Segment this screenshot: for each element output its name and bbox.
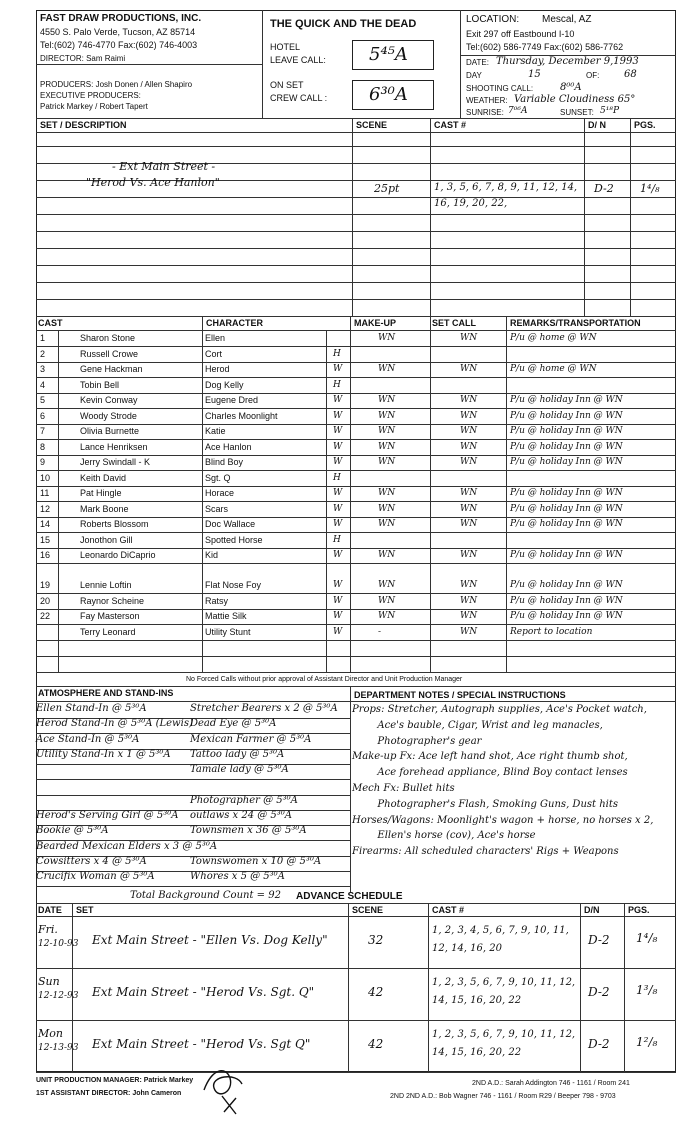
cast-header-cast: CAST — [38, 318, 63, 328]
cast-cell-num: 22 — [40, 611, 51, 621]
scene-header-pgs: PGS. — [634, 120, 656, 130]
cast-cell-h: W — [333, 441, 343, 452]
cast-cell-rm: P/u @ holiday Inn @ WN — [510, 395, 623, 405]
cast-cell-mu: WN — [378, 550, 396, 560]
cast-cell-num: 15 — [40, 534, 51, 545]
cast-cell-sc: WN — [460, 580, 478, 590]
cast-header-makeup: MAKE-UP — [354, 318, 396, 328]
cast-rule — [36, 408, 676, 409]
atmos-left: Crucifix Woman @ 5³⁰A — [36, 871, 155, 883]
dept-note: Horses/Wagons: Moonlight's wagon + horse, no horses x 2, — [352, 814, 654, 826]
location-phone: Tel:(602) 586-7749 Fax:(602) 586-7762 — [466, 42, 624, 52]
scene-header-set: SET / DESCRIPTION — [40, 120, 127, 130]
cast-header-character: CHARACTER — [206, 318, 263, 328]
upm: UNIT PRODUCTION MANAGER: Patrick Markey — [36, 1077, 194, 1084]
crew-call-label: CREW CALL : — [270, 93, 328, 103]
cast-rule — [36, 517, 676, 518]
cast-cell-sc: WN — [460, 595, 478, 606]
cast-rule — [36, 501, 676, 502]
scene-rule — [36, 248, 676, 249]
cast-cell-sc: WN — [460, 410, 478, 421]
adv-date: 12-12-93 — [38, 991, 79, 1001]
cast-cell-num: 11 — [40, 488, 50, 498]
cast-cell-h: H — [333, 348, 341, 359]
cast-cell-mu: - — [378, 626, 382, 637]
cast-cell-char: Blind Boy — [205, 457, 244, 467]
cast-cell-name: Leonardo DiCaprio — [80, 550, 156, 560]
adv-cast-line1: 1, 2, 3, 5, 6, 7, 9, 10, 11, 12, — [432, 977, 576, 988]
cast-cell-num: 9 — [40, 457, 46, 467]
cast-cell-name: Jerry Swindall - K — [80, 457, 151, 467]
adv-day: Mon — [38, 1027, 63, 1040]
cast-cell-rm: P/u @ holiday Inn @ WN — [510, 457, 623, 467]
adv-pgs: 1⁴/₈ — [636, 931, 658, 945]
scene-cast-line2: 16, 19, 20, 22, — [434, 198, 508, 209]
exec-producers: Patrick Markey / Robert Tapert — [40, 102, 148, 111]
cast-cell-mu: WN — [378, 410, 396, 421]
cast-cell-name: Tobin Bell — [80, 379, 120, 390]
adv-set: Ext Main Street - "Herod Vs. Sgt. Q" — [92, 985, 315, 999]
atmos-right: Townswomen x 10 @ 5³⁰A — [190, 856, 322, 867]
sunset-value: 5¹⁸P — [600, 106, 619, 116]
cast-cell-h: W — [333, 488, 343, 498]
cast-rule — [36, 455, 676, 456]
atmosphere-header: ATMOSPHERE AND STAND-INS — [38, 688, 174, 698]
cast-cell-char: Ace Hanlon — [205, 441, 252, 452]
cast-cell-mu: WN — [378, 457, 396, 467]
cast-cell-h: H — [333, 534, 341, 545]
cast-cell-num: 7 — [40, 426, 46, 436]
atmos-rule — [36, 779, 350, 780]
cast-cell-name: Lance Henriksen — [80, 441, 148, 452]
dept-note: Mech Fx: Bullet hits — [352, 783, 455, 794]
cast-cell-mu: WN — [378, 395, 396, 405]
sunrise-label: SUNRISE: — [466, 108, 504, 117]
cast-cell-char: Herod — [205, 364, 230, 374]
cast-cell-h: H — [333, 379, 341, 390]
atmos-left: Herod Stand-In @ 5³⁰A (Lewis) — [36, 718, 193, 730]
second-ad: 2ND A.D.: Sarah Addington 746 - 1161 / Room 241 — [472, 1080, 630, 1087]
adv-scene: 42 — [368, 1037, 384, 1051]
adv-dn: D-2 — [588, 985, 610, 999]
cast-cell-char: Utility Stunt — [205, 626, 251, 637]
exec-producers-label: EXECUTIVE PRODUCERS: — [40, 91, 141, 100]
cast-rule — [36, 548, 676, 549]
scene-header-cast: CAST # — [434, 120, 467, 130]
total-background: Total Background Count = 92 — [130, 890, 281, 901]
sunrise-value: 7⁰⁶A — [508, 106, 528, 116]
atmos-right: Townsmen x 36 @ 5³⁰A — [190, 825, 307, 837]
producers: PRODUCERS: Josh Donen / Allen Shapiro — [40, 80, 193, 89]
scene-rule — [36, 231, 676, 232]
atmos-right: Tamale lady @ 5³⁰A — [190, 764, 289, 776]
adv-dn: D-2 — [588, 1037, 610, 1051]
cast-rule — [36, 377, 676, 378]
atmos-left: Ace Stand-In @ 5³⁰A — [36, 733, 140, 745]
adv-cast-line1: 1, 2, 3, 4, 5, 6, 7, 9, 10, 11, — [432, 925, 569, 936]
cast-cell-rm: P/u @ holiday Inn @ WN — [510, 611, 623, 621]
cast-rule — [36, 609, 676, 610]
adv-header-dn: D/N — [584, 905, 600, 915]
dept-note: Props: Stretcher, Autograph supplies, Ace's Pocket watch, — [352, 704, 647, 715]
dept-note: Firearms: All scheduled characters' Rigs + Weapons — [352, 846, 619, 858]
advance-schedule-title: ADVANCE SCHEDULE — [296, 891, 403, 902]
cast-cell-h: W — [333, 364, 343, 374]
adv-pgs: 1³/₈ — [636, 983, 658, 997]
cast-cell-num: 19 — [40, 580, 51, 590]
cast-cell-num: 6 — [40, 410, 46, 421]
cast-cell-name: Kevin Conway — [80, 395, 138, 405]
dept-note: Make-up Fx: Ace left hand shot, Ace right thumb shot, — [352, 751, 628, 763]
scene-header-dn: D/ N — [588, 120, 606, 130]
shooting-call-label: SHOOTING CALL: — [466, 84, 534, 93]
company-address: 4550 S. Palo Verde, Tucson, AZ 85714 — [40, 27, 196, 37]
scene-cast-line1: 1, 3, 5, 6, 7, 8, 9, 11, 12, 14, — [434, 182, 578, 193]
cast-header-remarks: REMARKS/TRANSPORTATION — [510, 318, 641, 328]
cast-cell-mu: WN — [378, 503, 396, 514]
atmos-right: Photographer @ 5³⁰A — [190, 794, 298, 806]
cast-cell-rm: P/u @ holiday Inn @ WN — [510, 410, 623, 421]
cast-cell-num: 4 — [40, 379, 46, 390]
atmos-right: Dead Eye @ 5³⁰A — [190, 718, 277, 730]
cast-cell-char: Mattie Silk — [205, 611, 247, 621]
cast-cell-char: Scars — [205, 503, 229, 514]
department-header: DEPARTMENT NOTES / SPECIAL INSTRUCTIONS — [354, 690, 566, 700]
adv-pgs: 1²/₈ — [636, 1035, 658, 1049]
crew-call-value: 6³⁰A — [369, 84, 408, 105]
cast-cell-mu: WN — [378, 595, 396, 606]
cast-rule — [36, 624, 676, 625]
cast-cell-name: Jonothon Gill — [80, 534, 133, 545]
location-place: Mescal, AZ — [542, 14, 592, 25]
cast-cell-char: Horace — [205, 488, 235, 498]
dept-note: Ellen's horse (cov), Ace's horse — [352, 830, 536, 842]
cast-cell-rm: P/u @ home @ WN — [510, 333, 597, 343]
cast-cell-sc: WN — [460, 503, 478, 514]
cast-cell-sc: WN — [460, 457, 478, 467]
cast-cell-mu: WN — [378, 441, 396, 452]
of-value: 68 — [624, 69, 637, 80]
location-label: LOCATION: — [466, 14, 520, 25]
scene-desc-line1: - Ext Main Street - — [112, 160, 216, 173]
cast-cell-name: Keith David — [80, 472, 127, 483]
cast-cell-rm: P/u @ holiday Inn @ WN — [510, 488, 623, 498]
weather-label: WEATHER: — [466, 96, 508, 105]
cast-cell-sc: WN — [460, 488, 478, 498]
adv-header-scene: SCENE — [352, 905, 384, 915]
atmos-right: Stretcher Bearers x 2 @ 5³⁰A — [190, 703, 338, 714]
atmos-right: Tattoo lady @ 5³⁰A — [190, 748, 285, 760]
cast-rule — [36, 346, 676, 347]
cast-cell-rm: P/u @ holiday Inn @ WN — [510, 503, 623, 514]
adv-rule — [36, 1072, 676, 1073]
second-second-ad: 2ND 2ND A.D.: Bob Wagner 746 - 1161 / Room R29 / Beeper 798 - 9703 — [390, 1093, 616, 1100]
adv-dn: D-2 — [588, 933, 610, 947]
hotel-call-value: 5⁴⁵A — [369, 44, 408, 65]
cast-cell-rm: P/u @ holiday Inn @ WN — [510, 550, 623, 560]
cast-cell-name: Woody Strode — [80, 410, 137, 421]
cast-cell-mu: WN — [378, 519, 396, 529]
adv-scene: 42 — [368, 985, 384, 999]
cast-cell-name: Gene Hackman — [80, 364, 143, 374]
cast-cell-char: Kid — [205, 550, 219, 560]
scene-rule — [36, 197, 676, 198]
date-value: Thursday, December 9,1993 — [496, 56, 639, 67]
atmos-left: Cowsitters x 4 @ 5³⁰A — [36, 856, 147, 867]
cast-cell-char: Sgt. Q — [205, 472, 231, 483]
sunset-label: SUNSET: — [560, 108, 594, 117]
cast-cell-name: Mark Boone — [80, 503, 129, 514]
cast-rule — [36, 362, 676, 363]
on-set-label: ON SET — [270, 80, 304, 90]
signature — [196, 1062, 256, 1116]
scene-rule — [36, 146, 676, 147]
atmos-right: outlaws x 24 @ 5³⁰A — [190, 810, 293, 822]
cast-cell-char: Spotted Horse — [205, 534, 263, 545]
cast-cell-h: W — [333, 519, 343, 529]
cast-cell-name: Pat Hingle — [80, 488, 122, 498]
adv-cast-line2: 12, 14, 16, 20 — [432, 943, 502, 954]
adv-header-cast: CAST # — [432, 905, 465, 915]
cast-cell-num: 8 — [40, 441, 46, 452]
cast-cell-mu: WN — [378, 333, 396, 343]
cast-cell-char: Ratsy — [205, 595, 229, 606]
dept-note: Ace's bauble, Cigar, Wrist and leg manacles, — [352, 719, 603, 731]
cast-cell-sc: WN — [460, 426, 478, 436]
adv-date: 12-10-93 — [38, 939, 79, 949]
scene-rule — [36, 282, 676, 283]
atmos-left: Ellen Stand-In @ 5³⁰A — [36, 703, 147, 714]
cast-cell-sc: WN — [460, 441, 478, 452]
cast-cell-sc: WN — [460, 626, 478, 637]
cast-cell-name: Fay Masterson — [80, 611, 140, 621]
cast-cell-mu: WN — [378, 426, 396, 436]
cast-cell-h: W — [333, 595, 343, 606]
atmos-rule — [36, 886, 350, 887]
cast-cell-rm: P/u @ holiday Inn @ WN — [510, 519, 623, 529]
company-name: FAST DRAW PRODUCTIONS, INC. — [40, 13, 202, 24]
cast-cell-num: 14 — [40, 519, 51, 529]
cast-rule — [36, 486, 676, 487]
atmos-right: Mexican Farmer @ 5³⁰A — [190, 733, 312, 745]
cast-cell-h: W — [333, 426, 343, 436]
adv-set: Ext Main Street - "Ellen Vs. Dog Kelly" — [92, 933, 328, 947]
crew-call-box — [352, 80, 434, 110]
cast-cell-h: W — [333, 550, 343, 560]
director: DIRECTOR: Sam Raimi — [40, 54, 126, 63]
scene-rule — [36, 299, 676, 300]
cast-cell-mu: WN — [378, 580, 396, 590]
cast-cell-h: W — [333, 410, 343, 421]
cast-rule — [36, 532, 676, 533]
cast-cell-num: 20 — [40, 595, 51, 606]
atmos-left: Herod's Serving Girl @ 5³⁰A — [36, 810, 179, 822]
cast-cell-name: Russell Crowe — [80, 348, 139, 359]
cast-cell-char: Dog Kelly — [205, 379, 244, 390]
adv-header-pgs: PGS. — [628, 905, 650, 915]
cast-cell-rm: P/u @ holiday Inn @ WN — [510, 426, 623, 436]
scene-rule — [36, 265, 676, 266]
cast-rule — [36, 470, 676, 471]
cast-cell-num: 2 — [40, 348, 46, 359]
adv-day: Fri. — [38, 923, 58, 936]
cast-rule — [36, 439, 676, 440]
scene-desc-line2: "Herod Vs. Ace Hanlon" — [86, 176, 220, 189]
adv-cast-line2: 14, 15, 16, 20, 22 — [432, 1047, 522, 1058]
adv-scene: 32 — [368, 933, 384, 947]
cast-cell-num: 5 — [40, 395, 46, 405]
cast-cell-num: 1 — [40, 333, 46, 343]
cast-cell-char: Eugene Dred — [205, 395, 259, 405]
adv-date: 12-13-93 — [38, 1043, 79, 1053]
cast-cell-num: 10 — [40, 472, 51, 483]
cast-cell-rm: P/u @ holiday Inn @ WN — [510, 441, 623, 452]
leave-call-label: LEAVE CALL: — [270, 55, 326, 65]
dept-note: Ace forehead appliance, Blind Boy contact lenses — [352, 767, 628, 779]
scene-dn: D-2 — [594, 182, 614, 195]
adv-set: Ext Main Street - "Herod Vs. Sgt Q" — [92, 1037, 311, 1051]
cast-cell-num: 3 — [40, 364, 46, 374]
cast-cell-char: Ellen — [205, 333, 226, 343]
cast-cell-mu: WN — [378, 364, 396, 374]
cast-cell-h: W — [333, 503, 343, 514]
cast-cell-rm: P/u @ holiday Inn @ WN — [510, 580, 623, 590]
atmos-left: Bookie @ 5³⁰A — [36, 825, 109, 837]
cast-cell-h: W — [333, 395, 343, 405]
cast-cell-rm: P/u @ holiday Inn @ WN — [510, 595, 623, 606]
cast-cell-h: W — [333, 626, 343, 637]
cast-cell-h: W — [333, 611, 343, 621]
company-phone: Tel:(602) 746-4770 Fax:(602) 746-4003 — [40, 40, 198, 50]
cast-cell-sc: WN — [460, 611, 478, 621]
cast-rule — [36, 424, 676, 425]
scene-rule — [36, 214, 676, 215]
adv-header-set: SET — [76, 905, 94, 915]
cast-cell-rm: P/u @ home @ WN — [510, 364, 597, 374]
cast-rule — [36, 640, 676, 641]
cast-cell-name: Olivia Burnette — [80, 426, 140, 436]
cast-cell-char: Doc Wallace — [205, 519, 256, 529]
atmos-right: Whores x 5 @ 5³⁰A — [190, 871, 285, 883]
cast-cell-num: 12 — [40, 503, 51, 514]
production-title: THE QUICK AND THE DEAD — [270, 18, 417, 30]
cast-cell-num: 16 — [40, 550, 51, 560]
cast-cell-name: Raynor Scheine — [80, 595, 145, 606]
cast-cell-sc: WN — [460, 364, 478, 374]
scene-pgs: 1⁴/₈ — [640, 182, 660, 195]
cast-cell-char: Katie — [205, 426, 226, 436]
day-label: DAY — [466, 71, 482, 80]
cast-rule — [36, 656, 676, 657]
cast-cell-sc: WN — [460, 333, 478, 343]
atmos-left: Utility Stand-In x 1 @ 5³⁰A — [36, 748, 171, 760]
cast-cell-char: Flat Nose Foy — [205, 580, 262, 590]
cast-cell-h: W — [333, 457, 343, 467]
adv-header-date: DATE — [38, 905, 62, 915]
cast-cell-sc: WN — [460, 519, 478, 529]
scene-number: 25pt — [374, 182, 400, 195]
adv-day: Sun — [38, 975, 60, 988]
cast-cell-name: Terry Leonard — [80, 626, 136, 637]
cast-cell-name: Sharon Stone — [80, 333, 136, 343]
cast-cell-mu: WN — [378, 611, 396, 621]
shooting-call-value: 8⁰⁰A — [560, 82, 582, 93]
atmos-left: Bearded Mexican Elders x 3 @ 5³⁰A — [36, 840, 218, 852]
adv-cast-line1: 1, 2, 3, 5, 6, 7, 9, 10, 11, 12, — [432, 1029, 576, 1040]
adv-rule — [36, 968, 676, 969]
cast-rule — [36, 563, 676, 564]
location-exit: Exit 297 off Eastbound I-10 — [466, 29, 575, 39]
cast-cell-h: H — [333, 472, 341, 483]
cast-cell-rm: Report to location — [510, 626, 593, 637]
cast-cell-name: Lennie Loftin — [80, 580, 132, 590]
cast-rule — [36, 393, 676, 394]
weather-value: Variable Cloudiness 65° — [514, 94, 636, 105]
cast-cell-sc: WN — [460, 550, 478, 560]
cast-cell-char: Charles Moonlight — [205, 410, 278, 421]
dept-note: Photographer's Flash, Smoking Guns, Dust hits — [352, 798, 618, 810]
cast-rule — [36, 593, 676, 594]
cast-cell-mu: WN — [378, 488, 396, 498]
hotel-call-box — [352, 40, 434, 70]
of-label: OF: — [586, 71, 600, 80]
cast-cell-h: W — [333, 580, 343, 590]
dept-note: Photographer's gear — [352, 735, 482, 747]
cast-cell-name: Roberts Blossom — [80, 519, 149, 529]
cast-cell-char: Cort — [205, 348, 223, 359]
first-ad: 1ST ASSISTANT DIRECTOR: John Cameron — [36, 1090, 182, 1097]
no-forced-calls: No Forced Calls without prior approval of Assistant Director and Unit Production Manager — [186, 676, 463, 683]
day-value: 15 — [528, 69, 541, 80]
cast-cell-sc: WN — [460, 395, 478, 405]
scene-header-scene: SCENE — [356, 120, 388, 130]
date-label: DATE: — [466, 58, 489, 67]
adv-rule — [36, 1020, 676, 1021]
adv-cast-line2: 14, 15, 16, 20, 22 — [432, 995, 522, 1006]
hotel-label: HOTEL — [270, 42, 301, 52]
cast-header-setcall: SET CALL — [432, 318, 476, 328]
